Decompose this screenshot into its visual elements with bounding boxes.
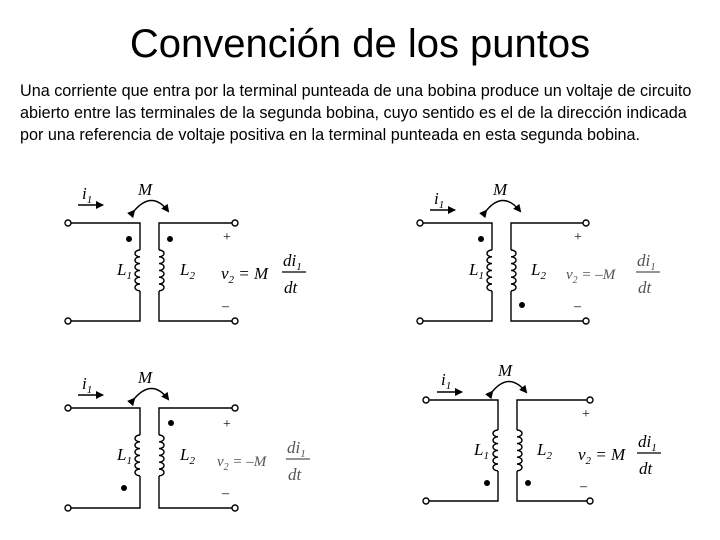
circuit-3-wires xyxy=(65,389,238,512)
current-label: $i_1$ xyxy=(82,374,93,396)
l2-label: $L_2$ xyxy=(537,440,552,462)
l2-label: $L_2$ xyxy=(180,445,195,467)
voltage-equation xyxy=(221,251,306,297)
l1-label: $L_1$ xyxy=(117,260,132,282)
minus-sign: – xyxy=(580,479,587,494)
svg-text:dt: dt xyxy=(639,459,653,478)
svg-text:v2 = M: $v_2 = M$ xyxy=(221,264,269,286)
polarity-dot-l2 xyxy=(519,302,525,308)
minus-sign: – xyxy=(222,486,229,501)
svg-text:di1: $di_1$ xyxy=(283,251,302,273)
polarity-dot-l2 xyxy=(525,480,531,486)
mutual-arrow xyxy=(134,201,168,212)
mutual-arrow xyxy=(134,389,168,400)
plus-sign: + xyxy=(223,230,231,245)
coil-l1 xyxy=(493,430,498,471)
coil-l2 xyxy=(511,250,516,291)
coil-l2 xyxy=(159,250,164,291)
mutual-label: M xyxy=(498,361,513,380)
current-label: $i_1$ xyxy=(441,370,452,392)
circuit-2-wires xyxy=(417,201,589,325)
polarity-dot-l2 xyxy=(168,420,174,426)
coil-l1 xyxy=(135,435,140,476)
coil-l1 xyxy=(135,250,140,291)
minus-sign: – xyxy=(574,299,581,314)
circuit-4-wires xyxy=(423,382,593,505)
voltage-equation xyxy=(578,432,661,478)
mutual-label: M xyxy=(493,180,508,199)
mutual-label: M xyxy=(138,180,153,199)
l1-label: $L_1$ xyxy=(474,440,489,462)
coil-l1 xyxy=(487,250,492,291)
circuit-3 xyxy=(65,368,310,511)
polarity-dot-l1 xyxy=(121,485,127,491)
polarity-dot-l1 xyxy=(126,236,132,242)
polarity-dot-l1 xyxy=(484,480,490,486)
l2-label: $L_2$ xyxy=(531,260,546,282)
svg-text:v2 = –M: $v_2 = -M$ xyxy=(217,454,267,473)
mutual-label: M xyxy=(138,368,153,387)
polarity-dot-l1 xyxy=(478,236,484,242)
svg-text:di1: $di_1$ xyxy=(287,438,306,460)
current-label: $i_1$ xyxy=(82,184,93,206)
plus-sign: + xyxy=(223,417,231,432)
polarity-dot-l2 xyxy=(167,236,173,242)
plus-sign: + xyxy=(582,407,590,422)
current-label: $i_1$ xyxy=(434,189,445,211)
voltage-equation xyxy=(217,438,310,484)
svg-text:di1: $di_1$ xyxy=(638,432,657,454)
mutual-arrow xyxy=(492,382,526,393)
l1-label: $L_1$ xyxy=(469,260,484,282)
svg-text:di1: $di_1$ xyxy=(637,251,656,273)
svg-text:dt: dt xyxy=(638,278,652,297)
mutual-arrow xyxy=(486,201,520,212)
l2-label: $L_2$ xyxy=(180,260,195,282)
circuit-4 xyxy=(423,361,661,504)
plus-sign: + xyxy=(574,230,582,245)
circuit-2 xyxy=(417,180,660,324)
minus-sign: – xyxy=(222,299,229,314)
coil-l2 xyxy=(159,435,164,476)
l1-label: $L_1$ xyxy=(117,445,132,467)
svg-text:v2 = –M: $v_2 = -M$ xyxy=(566,267,616,286)
svg-text:dt: dt xyxy=(284,278,298,297)
svg-text:v2 = M: $v_2 = M$ xyxy=(578,445,626,467)
circuit-1-wires xyxy=(65,201,238,325)
circuit-1 xyxy=(65,180,306,324)
slide-title: Convención de los puntos xyxy=(129,22,591,66)
svg-text:dt: dt xyxy=(288,465,302,484)
description-paragraph: Una corriente que entra por la terminal punteada de una bobina produce un voltaje de circuito abierto entre las terminales de la segunda bobina, cuyo sentido es el de la dirección indicada por una referencia de voltaje positiva en la terminal punteada en esta segunda bobina. xyxy=(20,82,692,144)
voltage-equation xyxy=(566,251,660,297)
coil-l2 xyxy=(517,430,522,471)
